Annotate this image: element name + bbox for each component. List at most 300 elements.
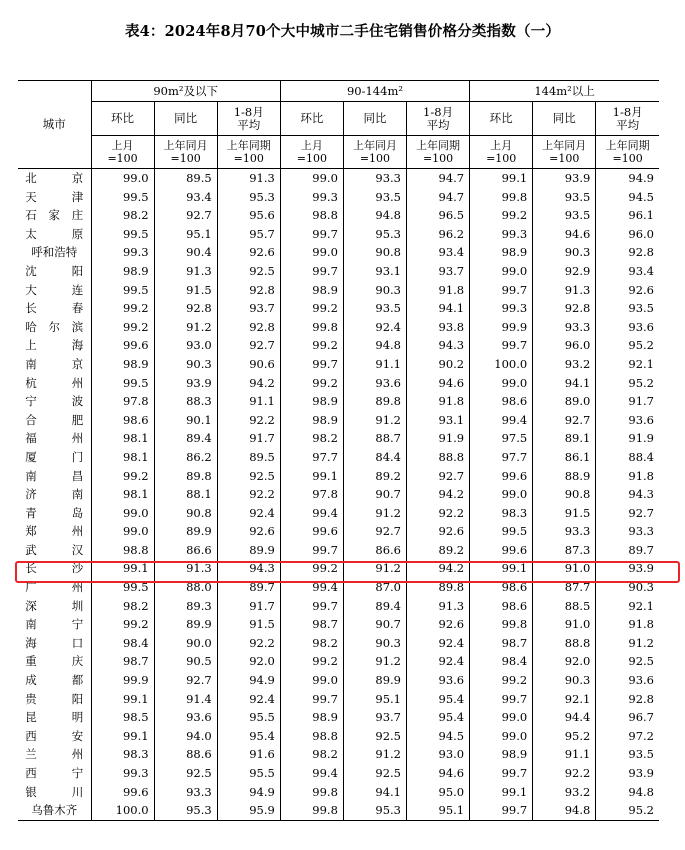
index-value: 99.3 <box>91 243 154 262</box>
index-value: 88.9 <box>533 467 596 486</box>
index-value: 92.6 <box>407 615 470 634</box>
index-value: 91.7 <box>596 392 659 411</box>
index-value: 97.5 <box>470 429 533 448</box>
city-name: 长春 <box>25 301 84 316</box>
index-value: 98.1 <box>91 429 154 448</box>
table-row <box>18 783 659 802</box>
index-value: 86.6 <box>343 541 406 560</box>
index-value: 99.0 <box>470 708 533 727</box>
index-value: 96.5 <box>407 206 470 225</box>
index-value: 94.0 <box>154 727 217 746</box>
index-value: 93.3 <box>154 783 217 802</box>
index-value: 99.7 <box>280 541 343 560</box>
index-value: 95.3 <box>217 188 280 207</box>
index-value: 99.1 <box>280 467 343 486</box>
index-value: 94.5 <box>407 727 470 746</box>
table-row <box>18 522 659 541</box>
index-value: 98.3 <box>470 504 533 523</box>
index-value: 97.7 <box>280 448 343 467</box>
index-value: 94.2 <box>407 485 470 504</box>
index-value: 94.1 <box>407 299 470 318</box>
index-value: 95.3 <box>343 801 406 820</box>
index-value: 95.3 <box>343 225 406 244</box>
table-row <box>18 745 659 764</box>
index-value: 91.2 <box>343 559 406 578</box>
metric-header: 同比 <box>533 102 596 136</box>
index-value: 87.0 <box>343 578 406 597</box>
index-value: 98.2 <box>280 429 343 448</box>
index-value: 99.7 <box>280 225 343 244</box>
index-value: 99.1 <box>91 727 154 746</box>
index-value: 88.4 <box>596 448 659 467</box>
index-value: 99.8 <box>280 801 343 820</box>
index-value: 98.2 <box>280 634 343 653</box>
index-value: 93.5 <box>343 299 406 318</box>
metric-header: 同比 <box>154 102 217 136</box>
index-value: 99.2 <box>470 206 533 225</box>
index-value: 99.0 <box>470 374 533 393</box>
table-row <box>18 448 659 467</box>
index-value: 91.8 <box>596 467 659 486</box>
index-value: 91.1 <box>343 355 406 374</box>
index-value: 93.5 <box>533 188 596 207</box>
index-value: 92.1 <box>533 690 596 709</box>
table-row <box>18 801 659 820</box>
table-row <box>18 392 659 411</box>
index-value: 91.9 <box>596 429 659 448</box>
index-value: 99.2 <box>280 652 343 671</box>
index-value: 98.2 <box>280 745 343 764</box>
index-value: 99.2 <box>280 336 343 355</box>
index-value: 92.4 <box>407 652 470 671</box>
index-value: 93.0 <box>154 336 217 355</box>
base-header: 上年同月 =100 <box>533 136 596 169</box>
index-value: 95.1 <box>154 225 217 244</box>
city-name: 哈尔滨 <box>25 319 84 334</box>
index-value: 94.8 <box>343 206 406 225</box>
index-value: 98.8 <box>280 206 343 225</box>
index-value: 90.3 <box>343 634 406 653</box>
index-value: 97.8 <box>280 485 343 504</box>
index-value: 93.0 <box>407 745 470 764</box>
index-value: 91.8 <box>407 281 470 300</box>
index-value: 94.4 <box>533 708 596 727</box>
metric-header: 环比 <box>91 102 154 136</box>
index-value: 93.3 <box>533 522 596 541</box>
base-header: 上年同期 =100 <box>407 136 470 169</box>
index-value: 98.7 <box>91 652 154 671</box>
index-value: 94.6 <box>407 374 470 393</box>
index-value: 92.5 <box>596 652 659 671</box>
index-value: 93.1 <box>407 411 470 430</box>
index-value: 91.3 <box>154 262 217 281</box>
city-name: 天津 <box>25 189 84 204</box>
index-value: 97.7 <box>470 448 533 467</box>
index-value: 90.3 <box>596 578 659 597</box>
index-value: 92.2 <box>217 634 280 653</box>
index-value: 99.2 <box>91 615 154 634</box>
index-value: 93.6 <box>154 708 217 727</box>
index-value: 99.2 <box>280 559 343 578</box>
index-value: 99.5 <box>470 522 533 541</box>
index-value: 95.9 <box>217 801 280 820</box>
index-value: 98.9 <box>280 281 343 300</box>
table-title: 表4：2024年8月70个大中城市二手住宅销售价格分类指数（一） <box>124 23 561 40</box>
index-value: 99.0 <box>91 169 154 188</box>
index-value: 93.5 <box>596 745 659 764</box>
index-value: 90.3 <box>533 671 596 690</box>
index-value: 92.5 <box>217 262 280 281</box>
index-value: 98.1 <box>91 448 154 467</box>
index-value: 95.2 <box>596 374 659 393</box>
index-value: 99.0 <box>470 485 533 504</box>
city-name: 南宁 <box>25 617 84 632</box>
table-row <box>18 411 659 430</box>
index-value: 93.6 <box>407 671 470 690</box>
index-value: 99.9 <box>91 671 154 690</box>
index-value: 97.2 <box>596 727 659 746</box>
index-value: 89.9 <box>154 522 217 541</box>
index-value: 91.1 <box>533 745 596 764</box>
metric-header: 同比 <box>343 102 406 136</box>
index-value: 91.2 <box>596 634 659 653</box>
index-value: 99.8 <box>470 615 533 634</box>
index-value: 99.1 <box>91 690 154 709</box>
index-value: 91.6 <box>217 745 280 764</box>
index-value: 89.1 <box>533 429 596 448</box>
index-value: 98.4 <box>91 634 154 653</box>
index-value: 93.9 <box>533 169 596 188</box>
table-row <box>18 336 659 355</box>
index-value: 93.7 <box>217 299 280 318</box>
index-value: 91.4 <box>154 690 217 709</box>
group-header: 90-144m² <box>280 81 469 102</box>
table-row <box>18 671 659 690</box>
index-value: 98.9 <box>280 708 343 727</box>
metric-header: 1-8月 平均 <box>407 102 470 136</box>
city-name: 郑州 <box>25 524 84 539</box>
index-value: 89.2 <box>407 541 470 560</box>
index-value: 99.7 <box>470 764 533 783</box>
index-value: 93.4 <box>407 243 470 262</box>
index-value: 99.1 <box>470 559 533 578</box>
index-value: 94.2 <box>407 559 470 578</box>
index-value: 92.8 <box>154 299 217 318</box>
index-value: 91.5 <box>217 615 280 634</box>
table-row <box>18 485 659 504</box>
index-value: 94.9 <box>217 671 280 690</box>
city-name: 厦门 <box>25 449 84 464</box>
city-name: 石家庄 <box>25 208 84 223</box>
index-value: 88.6 <box>154 745 217 764</box>
index-value: 99.0 <box>280 243 343 262</box>
index-value: 99.2 <box>91 467 154 486</box>
index-value: 92.6 <box>217 243 280 262</box>
index-value: 93.1 <box>343 262 406 281</box>
index-value: 99.2 <box>470 671 533 690</box>
index-value: 98.9 <box>280 392 343 411</box>
price-index-table <box>18 80 659 821</box>
city-name: 成都 <box>25 673 84 688</box>
index-value: 93.3 <box>343 169 406 188</box>
table-row <box>18 764 659 783</box>
base-header: 上年同月 =100 <box>154 136 217 169</box>
group-header: 144m²以上 <box>470 81 659 102</box>
index-value: 93.6 <box>596 318 659 337</box>
index-value: 94.8 <box>343 336 406 355</box>
index-value: 98.6 <box>470 597 533 616</box>
index-value: 95.0 <box>407 783 470 802</box>
city-name: 乌鲁木齐 <box>18 801 91 820</box>
index-value: 94.5 <box>596 188 659 207</box>
index-value: 95.4 <box>217 727 280 746</box>
base-header: 上年同期 =100 <box>217 136 280 169</box>
index-value: 94.6 <box>533 225 596 244</box>
index-value: 92.8 <box>596 690 659 709</box>
index-value: 94.3 <box>217 559 280 578</box>
index-value: 92.8 <box>217 318 280 337</box>
city-header: 城市 <box>18 81 91 169</box>
index-value: 91.2 <box>154 318 217 337</box>
index-value: 98.6 <box>470 392 533 411</box>
index-value: 90.8 <box>343 243 406 262</box>
index-value: 94.7 <box>407 169 470 188</box>
index-value: 89.9 <box>343 671 406 690</box>
index-value: 99.2 <box>280 374 343 393</box>
index-value: 91.8 <box>407 392 470 411</box>
table-row <box>18 318 659 337</box>
index-value: 95.2 <box>596 801 659 820</box>
city-name: 重庆 <box>25 654 84 669</box>
index-value: 92.7 <box>596 504 659 523</box>
index-value: 93.8 <box>407 318 470 337</box>
city-name: 昆明 <box>25 710 84 725</box>
index-value: 91.3 <box>154 559 217 578</box>
base-header: 上年同月 =100 <box>343 136 406 169</box>
index-value: 93.2 <box>533 783 596 802</box>
index-value: 92.6 <box>407 522 470 541</box>
city-name: 杭州 <box>25 375 84 390</box>
index-value: 99.4 <box>280 764 343 783</box>
index-value: 95.7 <box>217 225 280 244</box>
index-value: 98.9 <box>280 411 343 430</box>
index-value: 99.5 <box>91 281 154 300</box>
index-value: 99.0 <box>280 671 343 690</box>
index-value: 92.7 <box>154 206 217 225</box>
index-value: 88.8 <box>407 448 470 467</box>
table-row <box>18 578 659 597</box>
index-value: 92.4 <box>217 504 280 523</box>
index-value: 93.6 <box>343 374 406 393</box>
table-row <box>18 262 659 281</box>
index-value: 91.7 <box>217 597 280 616</box>
index-value: 99.7 <box>280 690 343 709</box>
city-name: 福州 <box>25 431 84 446</box>
table-row <box>18 299 659 318</box>
index-value: 89.3 <box>154 597 217 616</box>
city-name: 南京 <box>25 356 84 371</box>
index-value: 90.4 <box>154 243 217 262</box>
index-value: 91.2 <box>343 504 406 523</box>
index-value: 91.0 <box>533 559 596 578</box>
index-value: 90.6 <box>217 355 280 374</box>
index-value: 94.6 <box>407 764 470 783</box>
city-name: 大连 <box>25 282 84 297</box>
index-value: 94.7 <box>407 188 470 207</box>
index-value: 88.1 <box>154 485 217 504</box>
index-value: 99.0 <box>470 727 533 746</box>
index-value: 99.2 <box>91 299 154 318</box>
metric-header: 环比 <box>470 102 533 136</box>
index-value: 92.0 <box>533 652 596 671</box>
index-value: 90.7 <box>343 615 406 634</box>
index-value: 98.7 <box>470 634 533 653</box>
index-value: 86.2 <box>154 448 217 467</box>
table-row <box>18 374 659 393</box>
index-value: 90.2 <box>407 355 470 374</box>
index-value: 100.0 <box>470 355 533 374</box>
index-value: 96.2 <box>407 225 470 244</box>
index-value: 94.3 <box>596 485 659 504</box>
table-row <box>18 541 659 560</box>
group-header: 90m²及以下 <box>91 81 280 102</box>
index-value: 99.0 <box>91 522 154 541</box>
index-value: 90.1 <box>154 411 217 430</box>
index-value: 99.6 <box>91 783 154 802</box>
city-name: 贵阳 <box>25 691 84 706</box>
index-value: 91.5 <box>533 504 596 523</box>
table-row <box>18 206 659 225</box>
index-value: 93.3 <box>533 318 596 337</box>
index-value: 99.2 <box>91 318 154 337</box>
index-value: 93.3 <box>596 522 659 541</box>
index-value: 99.8 <box>280 318 343 337</box>
index-value: 93.6 <box>596 411 659 430</box>
index-value: 89.4 <box>343 597 406 616</box>
index-value: 92.6 <box>217 522 280 541</box>
index-value: 92.8 <box>533 299 596 318</box>
index-value: 99.7 <box>280 262 343 281</box>
index-value: 89.9 <box>154 615 217 634</box>
index-value: 99.4 <box>280 504 343 523</box>
base-header: 上月 =100 <box>280 136 343 169</box>
table-row <box>18 243 659 262</box>
index-value: 99.6 <box>280 522 343 541</box>
table-row <box>18 690 659 709</box>
index-value: 99.0 <box>280 169 343 188</box>
index-value: 91.0 <box>533 615 596 634</box>
index-value: 92.2 <box>533 764 596 783</box>
index-value: 93.9 <box>596 764 659 783</box>
index-value: 92.4 <box>343 318 406 337</box>
index-value: 98.2 <box>91 597 154 616</box>
index-value: 90.8 <box>154 504 217 523</box>
index-value: 91.8 <box>596 615 659 634</box>
index-value: 99.8 <box>280 783 343 802</box>
index-value: 99.4 <box>470 411 533 430</box>
index-value: 99.8 <box>470 188 533 207</box>
index-value: 92.1 <box>596 597 659 616</box>
index-value: 89.2 <box>343 467 406 486</box>
index-value: 99.2 <box>280 299 343 318</box>
index-value: 90.3 <box>154 355 217 374</box>
index-value: 98.9 <box>470 745 533 764</box>
index-value: 90.3 <box>533 243 596 262</box>
index-value: 99.5 <box>91 374 154 393</box>
index-value: 99.7 <box>470 336 533 355</box>
index-value: 99.6 <box>470 467 533 486</box>
index-value: 94.9 <box>596 169 659 188</box>
index-value: 94.1 <box>343 783 406 802</box>
index-value: 95.2 <box>533 727 596 746</box>
table-row <box>18 559 659 578</box>
index-value: 93.5 <box>596 299 659 318</box>
index-value: 99.7 <box>470 801 533 820</box>
index-value: 99.7 <box>280 355 343 374</box>
table-row <box>18 727 659 746</box>
metric-header: 环比 <box>280 102 343 136</box>
city-name: 青岛 <box>25 505 84 520</box>
city-name: 兰州 <box>25 747 84 762</box>
index-value: 98.8 <box>91 541 154 560</box>
city-name: 沈阳 <box>25 263 84 278</box>
index-value: 90.5 <box>154 652 217 671</box>
index-value: 93.7 <box>343 708 406 727</box>
index-value: 99.4 <box>280 578 343 597</box>
base-header: 上月 =100 <box>91 136 154 169</box>
index-value: 98.4 <box>470 652 533 671</box>
index-value: 89.7 <box>596 541 659 560</box>
city-name: 武汉 <box>25 542 84 557</box>
city-name: 宁波 <box>25 394 84 409</box>
city-name: 北京 <box>25 171 84 185</box>
index-value: 93.2 <box>533 355 596 374</box>
index-value: 89.5 <box>217 448 280 467</box>
index-value: 89.8 <box>343 392 406 411</box>
index-value: 92.7 <box>407 467 470 486</box>
index-value: 98.9 <box>91 355 154 374</box>
base-header: 上年同期 =100 <box>596 136 659 169</box>
index-value: 88.0 <box>154 578 217 597</box>
table-row <box>18 708 659 727</box>
index-value: 99.3 <box>470 299 533 318</box>
city-name: 西安 <box>25 728 84 743</box>
index-value: 91.2 <box>343 411 406 430</box>
index-value: 99.1 <box>91 559 154 578</box>
index-value: 95.5 <box>217 764 280 783</box>
index-value: 99.7 <box>280 597 343 616</box>
index-value: 90.3 <box>343 281 406 300</box>
index-value: 86.6 <box>154 541 217 560</box>
index-value: 95.3 <box>154 801 217 820</box>
index-value: 92.8 <box>217 281 280 300</box>
index-value: 92.6 <box>596 281 659 300</box>
index-value: 96.0 <box>533 336 596 355</box>
table-row <box>18 225 659 244</box>
index-value: 98.8 <box>280 727 343 746</box>
index-value: 95.2 <box>596 336 659 355</box>
index-value: 94.3 <box>407 336 470 355</box>
index-value: 88.8 <box>533 634 596 653</box>
index-value: 91.2 <box>343 745 406 764</box>
index-value: 99.7 <box>470 281 533 300</box>
index-value: 98.7 <box>280 615 343 634</box>
index-value: 88.5 <box>533 597 596 616</box>
index-value: 96.7 <box>596 708 659 727</box>
table-row <box>18 504 659 523</box>
index-value: 98.6 <box>91 411 154 430</box>
index-value: 100.0 <box>91 801 154 820</box>
